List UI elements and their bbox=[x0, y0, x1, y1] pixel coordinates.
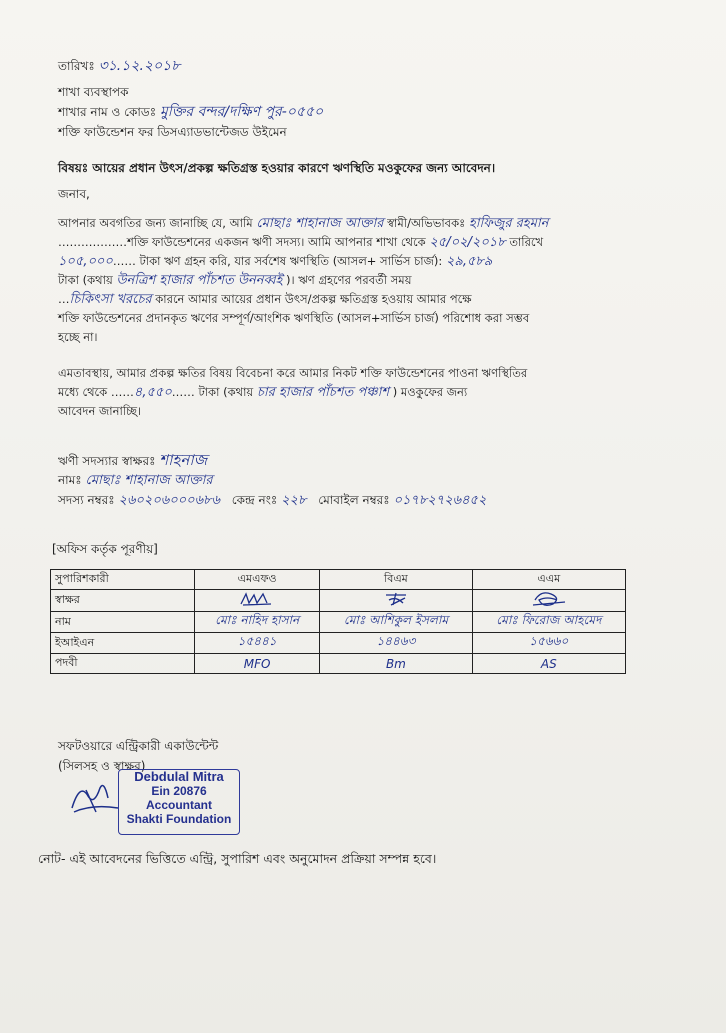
loan-amount: ১০৫,০০০ bbox=[58, 254, 113, 269]
applicant-name: মোছাঃ শাহানাজ আক্তার bbox=[256, 216, 384, 231]
branch-line: শাখার নাম ও কোডঃ মুক্তির বন্দর/দক্ষিণ পুর-০৫৫০ bbox=[58, 104, 324, 120]
table-row: পদবী MFO Bm AS bbox=[51, 654, 626, 674]
table-row: স্বাক্ষর bbox=[51, 590, 626, 612]
date-line: তারিখঃ ৩১.১২.২০১৮ bbox=[58, 58, 181, 74]
signature-mark-bm bbox=[381, 591, 411, 607]
waive-amount: ৪,৫৫০ bbox=[133, 385, 172, 400]
subject-line: বিষয়ঃ আয়ের প্রধান উৎস/প্রকল্প ক্ষতিগ্রস্ত হওয়ার কারণে ঋণস্থিতি মওকুফের জন্য আবেদন। bbox=[58, 161, 496, 175]
office-heading: [অফিস কর্তৃক পূরণীয়] bbox=[52, 542, 158, 556]
member-name: মোছাঃ শাহানাজ আক্তার bbox=[85, 473, 213, 488]
office-table bbox=[50, 569, 626, 674]
accountant-title: সফটওয়ারে এন্ট্রিকারী একাউন্টেন্ট bbox=[58, 739, 219, 753]
accountant-signature bbox=[66, 776, 126, 818]
foundation-name: শক্তি ফাউন্ডেশন ফর ডিসএ্যাডভান্টেজড উইমেন bbox=[58, 125, 287, 139]
header-recommender: সুপারিশকারী bbox=[51, 570, 195, 590]
header-mfo: এমএফও bbox=[195, 570, 320, 590]
accountant-seal-note: (সিলসহ ও স্বাক্ষর) bbox=[58, 759, 146, 773]
body-paragraph-2: এমতাবস্থায়, আমার প্রকল্প ক্ষতির বিষয় বিবেচনা করে আমার নিকট শক্তি ফাউন্ডেশনের পাওনা ঋণস্থিতির মধ্যে থেকে ……৪,৫৫০…… টাকা (কথায় চার হাজার পাঁচশত পঞ্চাশ ) মওকুফের জন্য আবেদন জানাচ্ছি। bbox=[58, 366, 528, 418]
loss-reason: চিকিৎসা খরচের bbox=[69, 292, 152, 307]
signature-mark-am bbox=[529, 590, 569, 608]
body-paragraph-1: আপনার অবগতির জন্য জানাচ্ছি যে, আমি মোছাঃ শাহানাজ আক্তার স্বামী/অভিভাবকঃ হাফিজুর রহমান ………………শক্তি ফাউন্ডেশনের একজন ঋণী সদস্য। আমি আপনার শাখা থেকে ২৫/০২/২০১৮ তারিখে ১০৫,০০০…… টাকা ঋণ গ্রহন করি, যার সর্বশেষ ঋণস্থিতি (আসল+ সার্ভিস চার্জ): ২৯,৫৮৯ টাকা (কথায় উনত্রিশ হাজার পাঁচশত উননব্বই )। ঋণ গ্রহণের পরবর্তী সময় …চিকিৎসা খরচের কারনে আমার আয়ের প্রধান উৎস/প্রকল্প ক্ষতিগ্রস্ত হওয়ায় আমার পক্ষে শক্তি ফাউন্ডেশনের প্রদানকৃত ঋণের সম্পূর্ণ/আংশিক ঋণস্থিতি (আসল+সার্ভিস চার্জ) পরিশোধ করা সম্ভব হচ্ছে না। bbox=[58, 216, 549, 344]
salutation: জনাব, bbox=[58, 187, 90, 201]
table-row: ইআইএন ১৫৪৪১ ১৪৪৬৩ ১৫৬৬০ bbox=[51, 633, 626, 654]
waive-words: চার হাজার পাঁচশত পঞ্চাশ bbox=[256, 385, 390, 400]
signature-mfo bbox=[195, 590, 320, 612]
member-number-line: সদস্য নম্বরঃ ২৬০২০৬০০০৬৮৬ কেন্দ্র নংঃ ২২৮ মোবাইল নম্বরঃ ০১৭৮২৭২৬৪৫২ bbox=[58, 493, 487, 508]
guardian-name: হাফিজুর রহমান bbox=[468, 216, 549, 231]
date-value: ৩১.১২.২০১৮ bbox=[98, 58, 181, 74]
member-signature: শাহনাজ bbox=[159, 451, 208, 469]
center-number: ২২৮ bbox=[281, 493, 307, 508]
member-name-line: নামঃ মোছাঃ শাহানাজ আক্তার bbox=[58, 473, 213, 488]
office-table-header bbox=[51, 570, 626, 590]
member-signature-line: ঋণী সদস্যার স্বাক্ষরঃ শাহনাজ bbox=[58, 451, 208, 469]
balance-words: উনত্রিশ হাজার পাঁচশত উননব্বই bbox=[116, 273, 283, 288]
branch-value: মুক্তির বন্দর/দক্ষিণ পুর-০৫৫০ bbox=[159, 104, 324, 120]
header-am: এএম bbox=[472, 570, 625, 590]
member-number: ২৬০২০৬০০০৬৮৬ bbox=[118, 493, 220, 508]
signature-mark-mfo bbox=[237, 591, 277, 607]
table-row: নাম মোঃ নাহিদ হাসান মোঃ আশিকুল ইসলাম মোঃ ফিরোজ আহমেদ bbox=[51, 612, 626, 633]
recipient-title: শাখা ব্যবস্থাপক bbox=[58, 85, 129, 99]
signature-am bbox=[472, 590, 625, 612]
balance-amount: ২৯,৫৮৯ bbox=[445, 254, 493, 269]
mobile-number: ০১৭৮২৭২৬৪৫২ bbox=[393, 493, 487, 508]
loan-date: ২৫/০২/২০১৮ bbox=[429, 235, 506, 250]
header-bm: বিএম bbox=[320, 570, 472, 590]
accountant-stamp: Debdulal Mitra Ein 20876 Accountant Shakti Foundation bbox=[118, 769, 240, 835]
signature-bm bbox=[320, 590, 472, 612]
footer-note: নোট- এই আবেদনের ভিত্তিতে এন্ট্রি, সুপারিশ এবং অনুমোদন প্রক্রিয়া সম্পন্ন হবে। bbox=[38, 851, 437, 866]
